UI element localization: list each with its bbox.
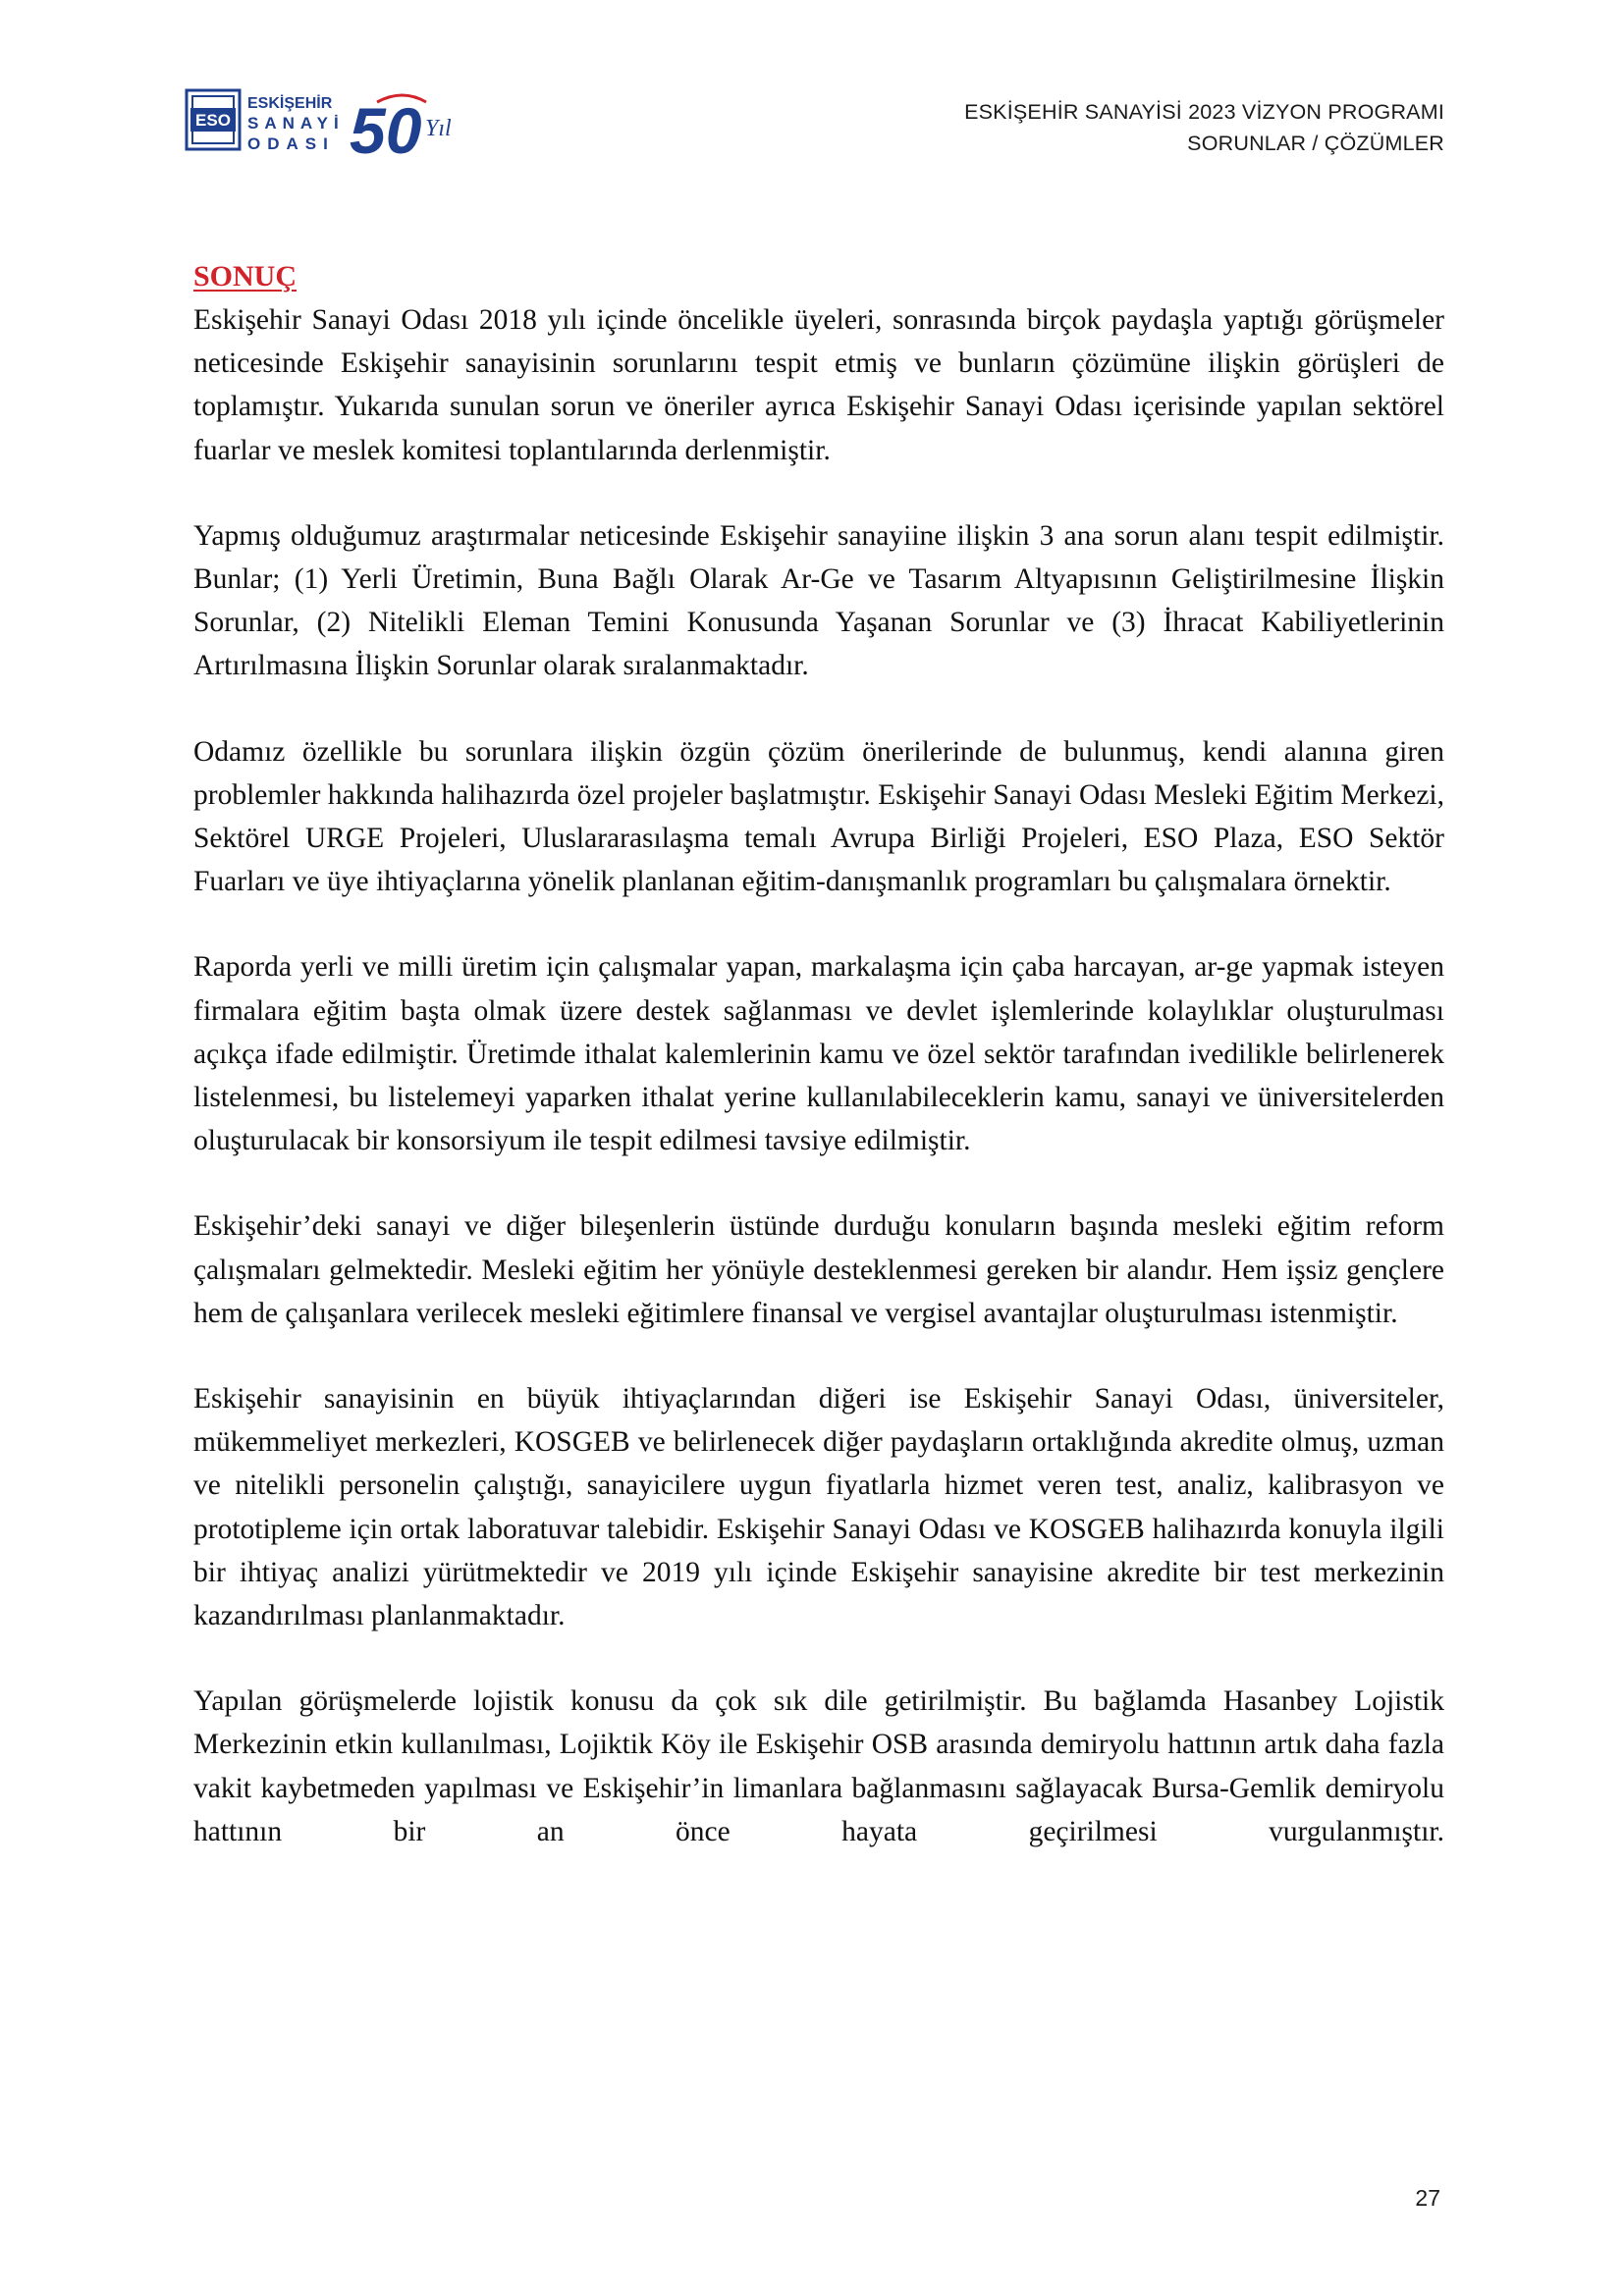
paragraph-7: Yapılan görüşmelerde lojistik konusu da çok sık dile getirilmiştir. Bu bağlamda Hasanbey Lojistik Merkezinin etkin kullanılması, Lojiktik Köy ile Eskişehir OSB arasında demiryolu hattının artık daha fazla vakit kaybetmeden yapılması ve Eskişehir’in limanlara bağlanmasını sağlayacak Bursa-Gemlik demiryolu hattının bir an önce hayata geçirilmesi vurgulanmıştır. <box>193 1685 1444 1847</box>
section-title: SONUÇ <box>193 260 298 293</box>
page-number: 27 <box>1415 2185 1440 2211</box>
header-title: ESKİŞEHİR SANAYİSİ 2023 VİZYON PROGRAMI <box>964 100 1444 124</box>
paragraph-2: Yapmış olduğumuz araştırmalar neticesinde Eskişehir sanayiine ilişkin 3 ana sorun alanı tespit edilmiştir. Bunlar; (1) Yerli Üretimin, Buna Bağlı Olarak Ar-Ge ve Tasarım Altyapısının Geliştirilmesine İlişkin Sorunlar, (2) Nitelikli Eleman Temini Konusunda Yaşanan Sorunlar ve (3) İhracat Kabiliyetlerinin Artırılmasına İlişkin Sorunlar olarak sıralanmaktadır. <box>193 519 1444 682</box>
logo-anniversary-suffix: Yıl <box>425 116 452 141</box>
paragraph-4: Raporda yerli ve milli üretim için çalışmalar yapan, markalaşma için çaba harcayan, ar-ge yapmak isteyen firmalara eğitim başta olmak üzere destek sağlanması ve devlet işlemlerinde kolaylıklar oluşturulması açıkça ifade edilmiştir. Üretimde ithalat kalemlerinin kamu ve özel sektör tarafından ivedilikle belirlenerek listelenmesi, bu listelemeyi yaparken ithalat yerine kullanılabileceklerin kamu, sanayi ve üniversitelerden oluşturulacak bir konsorsiyum ile tespit edilmesi tavsiye edilmiştir. <box>193 951 1444 1157</box>
logo-line3: ODASI <box>247 134 335 153</box>
logo-line1: ESKİŞEHİR <box>247 95 333 112</box>
logo-line2: SANAYİ <box>247 114 345 133</box>
header-subtitle: SORUNLAR / ÇÖZÜMLER <box>1187 132 1444 155</box>
paragraph-5: Eskişehir’deki sanayi ve diğer bileşenlerin üstünde durduğu konuların başında mesleki eğitim reform çalışmaları gelmektedir. Mesleki eğitim her yönüyle desteklenmesi gereken bir alandır. Hem işsiz gençlere hem de çalışanlara verilecek mesleki eğitimlere finansal ve vergisel avantajlar oluşturulması istenmiştir. <box>193 1210 1444 1329</box>
paragraph-6: Eskişehir sanayisinin en büyük ihtiyaçlarından diğeri ise Eskişehir Sanayi Odası, üniversiteler, mükemmeliyet merkezleri, KOSGEB ve belirlenecek diğer paydaşların ortaklığında akredite olmuş, uzman ve nitelikli personelin çalıştığı, sanayicilere uygun fiyatlarla hizmet veren test, analiz, kalibrasyon ve prototipleme için ortak laboratuvar talebidir. Eskişehir Sanayi Odası ve KOSGEB halihazırda konuyla ilgili bir ihtiyaç analizi yürütmektedir ve 2019 yılı içinde Eskişehir sanayisine akredite bir test merkezinin kazandırılması planlanmaktadır. <box>193 1383 1444 1632</box>
eso-logo <box>185 84 469 163</box>
paragraph-1: Eskişehir Sanayi Odası 2018 yılı içinde öncelikle üyeleri, sonrasında birçok paydaşla yaptığı görüşmeler neticesinde Eskişehir sanayisinin sorunlarını tespit etmiş ve bunların çözümüne ilişkin görüşleri de toplamıştır. Yukarıda sunulan sorun ve öneriler ayrıca Eskişehir Sanayi Odası içerisinde yapılan sektörel fuarlar ve meslek komitesi toplantılarında derlenmiştir. <box>193 304 1444 466</box>
main-content <box>193 255 1444 1896</box>
paragraph-3: Odamız özellikle bu sorunlara ilişkin özgün çözüm önerilerinde de bulunmuş, kendi alanına giren problemler hakkında halihazırda özel projeler başlatmıştır. Eskişehir Sanayi Odası Mesleki Eğitim Merkezi, Sektörel URGE Projeleri, Uluslararasılaşma temalı Avrupa Birliği Projeleri, ESO Plaza, ESO Sektör Fuarları ve üye ihtiyaçlarına yönelik planlanan eğitim-danışmanlık programları bu çalışmalara örnektir. <box>193 735 1444 898</box>
logo-anniversary: 50 <box>350 94 422 163</box>
logo-abbr: ESO <box>195 111 231 130</box>
running-header <box>964 96 1444 159</box>
